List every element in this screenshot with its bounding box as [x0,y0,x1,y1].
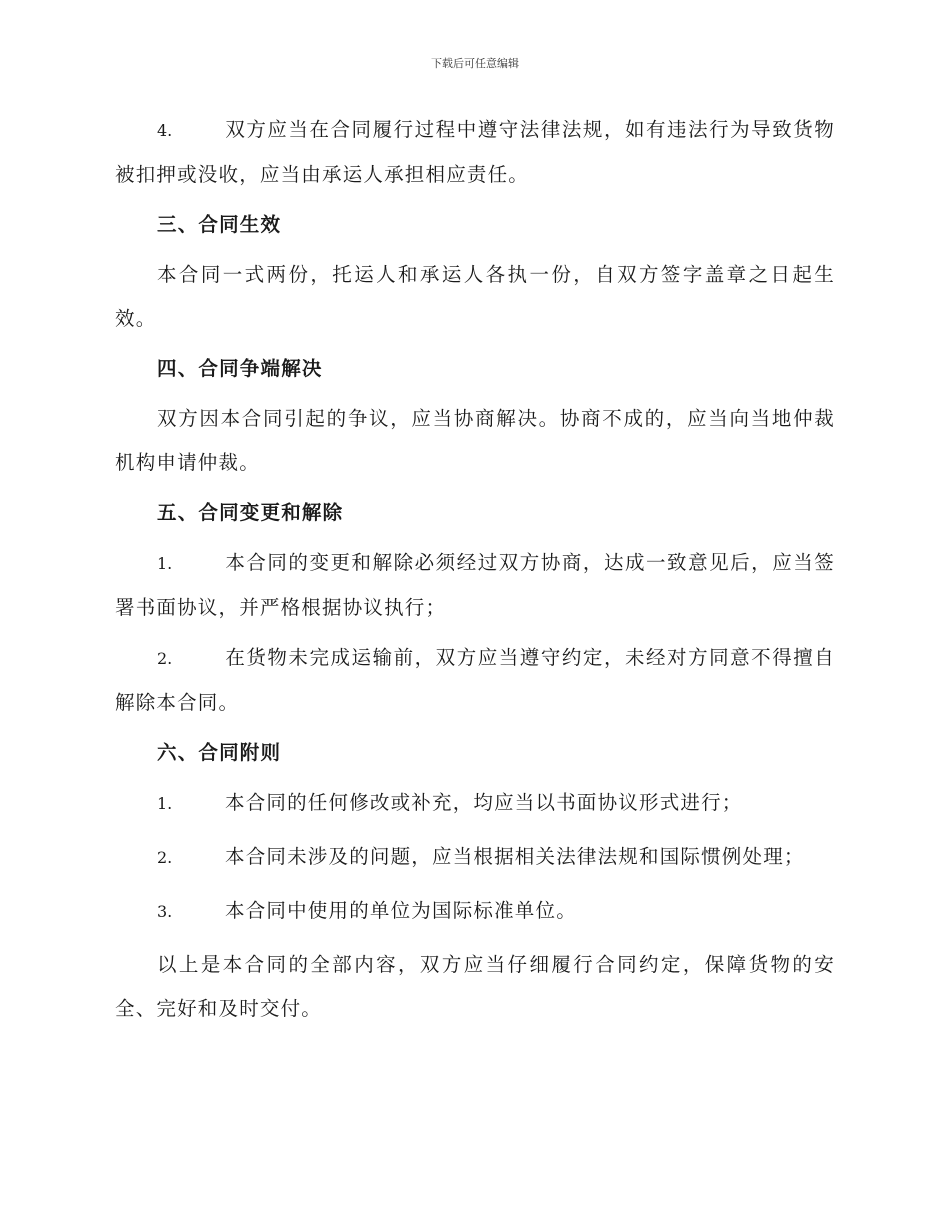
page-header: 下载后可任意编辑 [431,57,519,70]
clause-item-4 [115,108,835,197]
clause-number: 4. [157,121,173,140]
clause-text: 双方应当在合同履行过程中遵守法律法规，如有违法行为导致货物被扣押或没收，应当由承运人承担相应责任。 [115,118,835,186]
clause-item [115,889,835,934]
document-body [115,108,835,1037]
section-body-4: 双方因本合同引起的争议，应当协商解决。协商不成的，应当向当地仲裁机构申请仲裁。 [115,407,835,474]
section-heading-4: 四、合同争端解决 [157,357,323,380]
clause-number: 1. [157,554,173,573]
clause-item [115,636,835,725]
clause-item [115,541,835,630]
clause-number: 2. [157,649,173,668]
clause-number: 3. [157,902,173,921]
section-heading-5: 五、合同变更和解除 [157,501,344,524]
clause-number: 2. [157,848,173,867]
clause-text: 本合同的变更和解除必须经过双方协商，达成一致意见后，应当签署书面协议，并严格根据协议执行； [115,551,835,619]
closing-paragraph: 以上是本合同的全部内容，双方应当仔细履行合同约定，保障货物的安全、完好和及时交付。 [115,953,835,1020]
section-heading-6: 六、合同附则 [157,741,282,764]
clause-text: 本合同的任何修改或补充，均应当以书面协议形式进行； [225,791,743,814]
section-body-3: 本合同一式两份，托运人和承运人各执一份，自双方签字盖章之日起生效。 [115,263,835,330]
section-heading-3: 三、合同生效 [157,213,282,236]
clause-item [115,781,835,826]
clause-item [115,835,835,880]
clause-number: 1. [157,794,173,813]
clause-text: 在货物未完成运输前，双方应当遵守约定，未经对方同意不得擅自解除本合同。 [115,646,835,714]
clause-text: 本合同中使用的单位为国际标准单位。 [225,899,577,922]
clause-text: 本合同未涉及的问题，应当根据相关法律法规和国际惯例处理； [225,845,805,868]
